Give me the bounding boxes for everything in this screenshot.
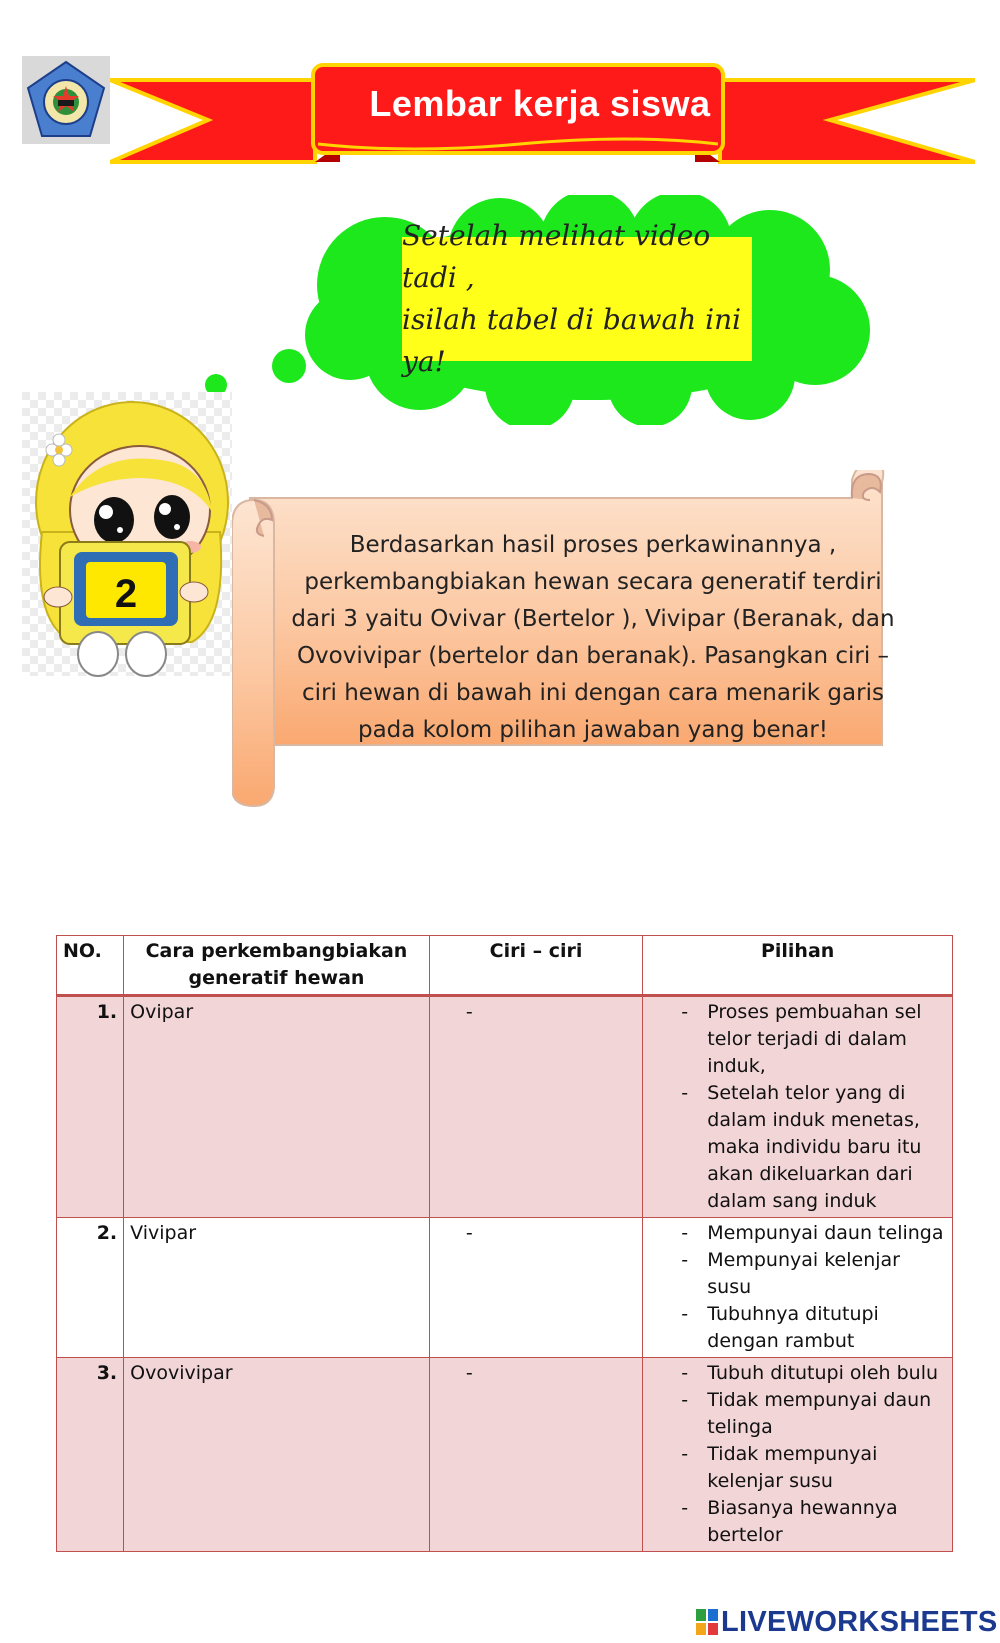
row-no: 1. <box>57 996 124 1218</box>
cloud-line-1: Setelah melihat video tadi , <box>402 219 711 294</box>
cloud-instruction-box <box>402 219 752 378</box>
row-pilihan[interactable] <box>643 1218 953 1358</box>
table-header-row <box>57 936 953 996</box>
row-no: 2. <box>57 1218 124 1358</box>
row-ciri[interactable]: - <box>429 1358 642 1552</box>
table-row <box>57 1358 953 1552</box>
option-item[interactable]: - Tidak mempunyai kelenjar susu <box>649 1441 946 1495</box>
hijab-girl-illustration <box>22 392 240 710</box>
option-item[interactable]: - Tubuh ditutupi oleh bulu <box>649 1360 946 1387</box>
thought-bubble-large <box>272 349 306 383</box>
option-item[interactable]: - Proses pembuahan sel telor terjadi di dalam induk, <box>649 999 946 1080</box>
option-item[interactable]: - Biasanya hewannya bertelor <box>649 1495 946 1549</box>
row-ciri[interactable]: - <box>429 996 642 1218</box>
row-ciri[interactable]: - <box>429 1218 642 1358</box>
row-cara: Vivipar <box>124 1218 430 1358</box>
row-cara: Ovovivipar <box>124 1358 430 1552</box>
row-no: 3. <box>57 1358 124 1552</box>
worksheet-table <box>56 935 953 1552</box>
option-item[interactable]: - Mempunyai kelenjar susu <box>649 1247 946 1301</box>
row-pilihan[interactable] <box>643 1358 953 1552</box>
option-item[interactable]: - Tubuhnya ditutupi dengan rambut <box>649 1301 946 1355</box>
option-item[interactable]: - Mempunyai daun telinga <box>649 1220 946 1247</box>
footer-brand-text: LIVEWORKSHEETS <box>721 1605 998 1638</box>
table-row <box>57 1218 953 1358</box>
cloud-line-2: isilah tabel di bawah ini ya! <box>402 303 742 378</box>
header-ciri: Ciri – ciri <box>429 936 642 996</box>
instruction-text: Berdasarkan hasil proses perkawinannya , perkembangbiakan hewan secara generatif terdiri dari 3 yaitu Ovivar (Bertelor ), Vivipar (Beranak, dan Ovovivipar (bertelor dan beranak). Pasangkan ciri – ciri hewan di bawah ini dengan cara menarik garis pada kolom pilihan jawaban yang benar! <box>291 532 895 743</box>
footer-brand[interactable] <box>695 1605 998 1639</box>
header-pilihan: Pilihan <box>643 936 953 996</box>
header-no: NO. <box>57 936 124 996</box>
header-cara: Cara perkembangbiakan generatif hewan <box>124 936 430 996</box>
school-emblem-icon <box>22 56 110 144</box>
option-item[interactable]: - Setelah telor yang di dalam induk menetas, maka individu baru itu akan dikeluarkan dari dalam sang induk <box>649 1080 946 1215</box>
table-row <box>57 996 953 1218</box>
tablet-number: 2 <box>114 572 138 616</box>
row-cara: Ovipar <box>124 996 430 1218</box>
page-title: Lembar kerja siswa <box>369 83 711 124</box>
option-item[interactable]: - Tidak mempunyai daun telinga <box>649 1387 946 1441</box>
liveworksheets-logo-icon <box>695 1607 721 1637</box>
row-pilihan[interactable] <box>643 996 953 1218</box>
